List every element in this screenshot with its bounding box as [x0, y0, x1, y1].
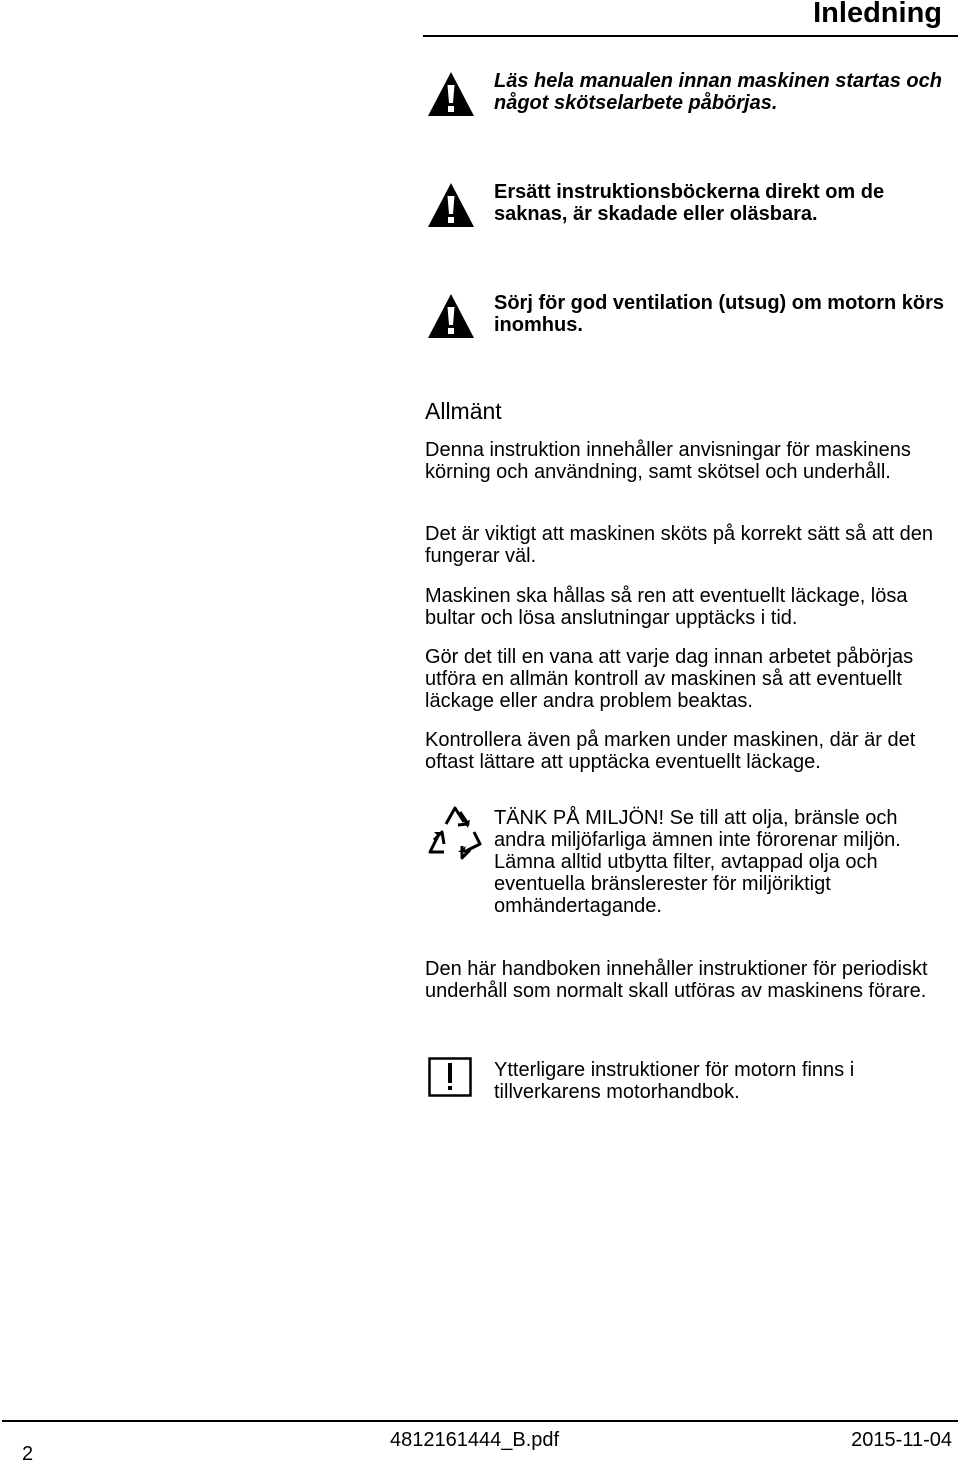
paragraph: Maskinen ska hållas så ren att eventuellt läckage, lösa bultar och lösa anslutningar upptäcks i tid.: [425, 585, 908, 629]
paragraph: Den här handboken innehåller instruktioner för periodiskt underhåll som normalt skall utföras av maskinens förare.: [425, 958, 928, 1002]
warning-text: Sörj för god ventilation (utsug) om motorn körs inomhus.: [494, 292, 944, 336]
warning-text: Läs hela manualen innan maskinen startas och något skötselarbete påbörjas.: [494, 70, 942, 114]
warning-triangle-icon: [426, 292, 476, 340]
note-text: Ytterligare instruktioner för motorn finns i tillverkarens motorhandbok.: [494, 1059, 855, 1103]
recycle-icon: [424, 802, 486, 862]
paragraph: Gör det till en vana att varje dag innan arbetet påbörjas utföra en allmän kontroll av maskinen så att eventuellt läckage eller andra problem beaktas.: [425, 646, 914, 712]
section-heading: Allmänt: [425, 398, 502, 424]
warning-text: Ersätt instruktionsböckerna direkt om de saknas, är skadade eller oläsbara.: [494, 181, 885, 225]
exclamation-box-icon: [428, 1057, 472, 1097]
warning-triangle-icon: [426, 70, 476, 118]
document-id: 4812161444_B.pdf: [390, 1429, 560, 1451]
page-number: 2: [22, 1443, 34, 1465]
paragraph: Kontrollera även på marken under maskinen, där är det oftast lättare att upptäcka eventuellt läckage.: [425, 729, 916, 773]
paragraph: Denna instruktion innehåller anvisningar för maskinens körning och användning, samt skötsel och underhåll.: [425, 439, 911, 483]
page-title: Inledning: [813, 0, 942, 29]
warning-triangle-icon: [426, 181, 476, 229]
document-date: 2015-11-04: [851, 1429, 952, 1451]
header-divider: [423, 35, 958, 37]
paragraph: Det är viktigt att maskinen sköts på korrekt sätt så att den fungerar väl.: [425, 523, 933, 567]
footer-divider: [2, 1420, 958, 1422]
environment-text: TÄNK PÅ MILJÖN! Se till att olja, bränsle och andra miljöfarliga ämnen inte förorenar miljön. Lämna alltid utbytta filter, avtappad olja och eventuella bränslerester för miljöriktigt omhändertagande.: [494, 807, 901, 917]
